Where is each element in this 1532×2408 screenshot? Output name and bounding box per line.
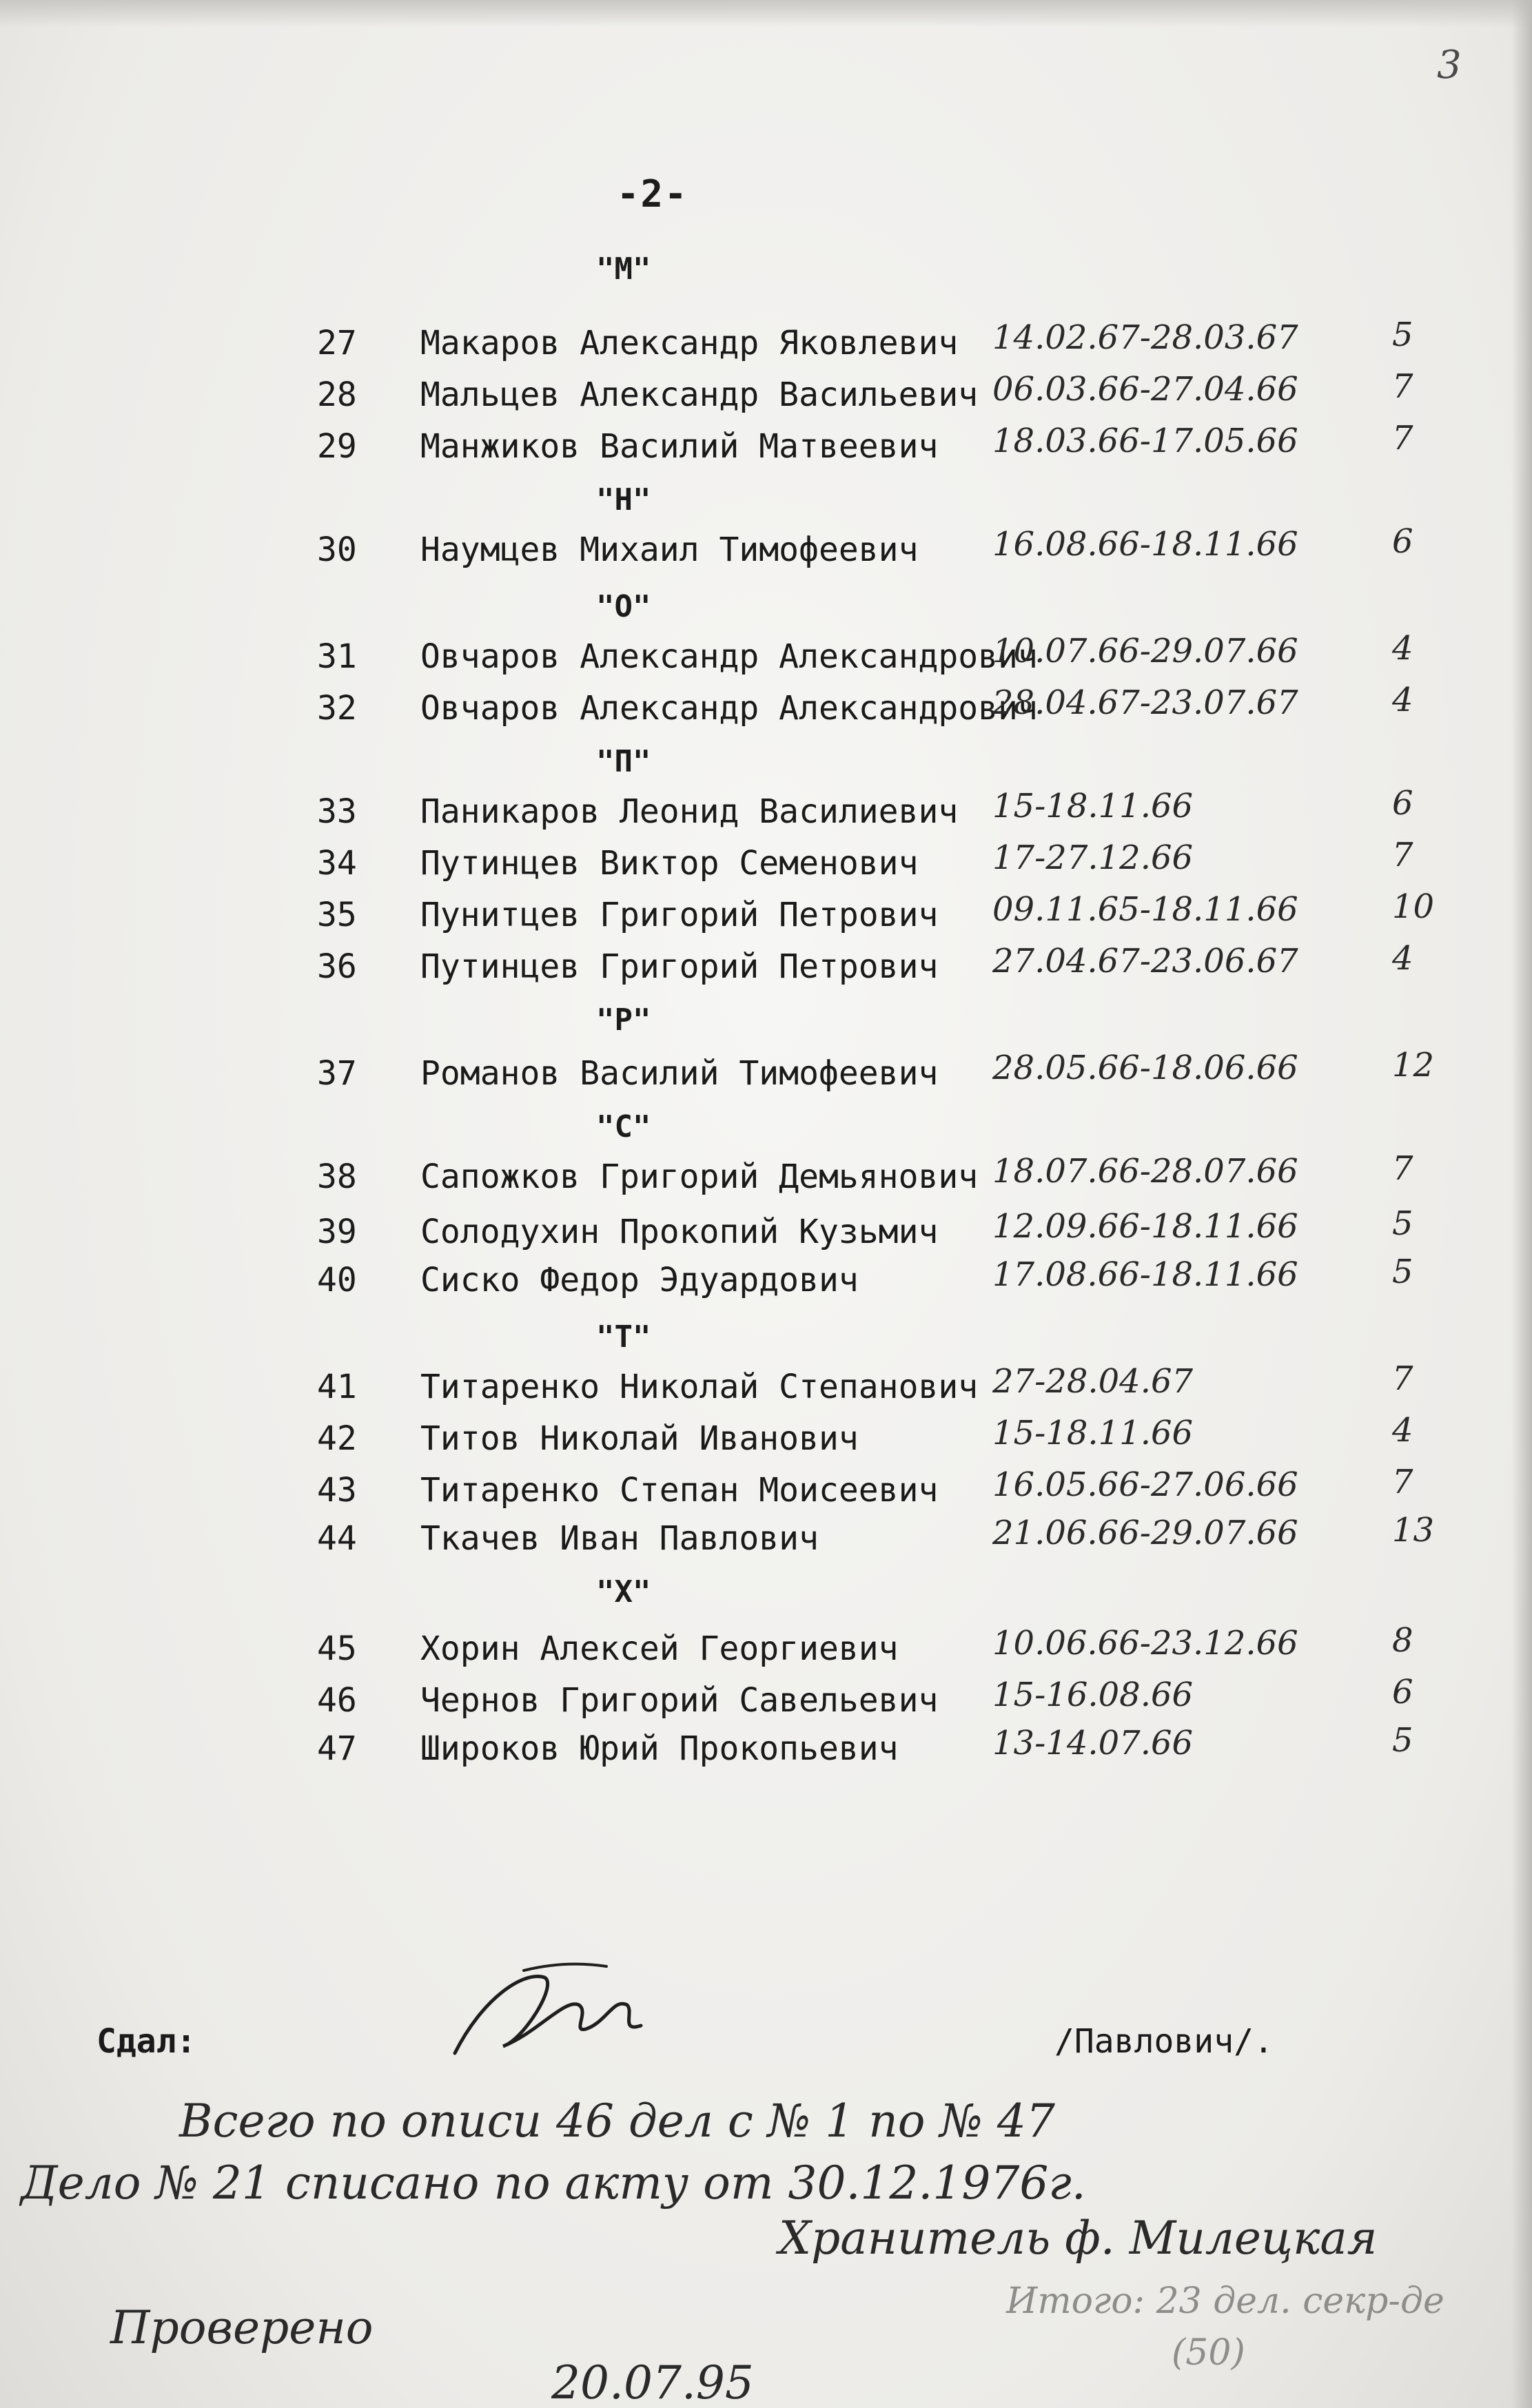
entry-dates: 18.03.66-17.05.66 — [992, 422, 1298, 460]
entry-sheet-count: 7 — [1392, 419, 1413, 457]
entry-sheet-count: 6 — [1392, 522, 1413, 561]
entry-dates: 13-14.07.66 — [992, 1724, 1194, 1762]
entry-sheet-count: 12 — [1392, 1046, 1435, 1084]
entry-sheet-count: 4 — [1392, 1411, 1413, 1450]
entry-dates: 10.06.66-23.12.66 — [992, 1624, 1298, 1663]
entry-name: Паникаров Леонид Василиевич — [420, 792, 959, 831]
entry-dates: 10.07.66-29.07.66 — [992, 632, 1298, 670]
entry-name: Титаренко Степан Моисеевич — [420, 1471, 939, 1510]
section-letter: "О" — [596, 589, 651, 624]
entry-name: Путинцев Виктор Семенович — [420, 844, 919, 883]
entry-sheet-count: 10 — [1392, 887, 1435, 926]
entry-dates: 15-18.11.66 — [992, 787, 1194, 825]
entry-sheet-count: 13 — [1392, 1511, 1435, 1550]
entry-name: Пунитцев Григорий Петрович — [420, 896, 939, 934]
entry-name: Овчаров Александр Александрович — [420, 637, 1038, 676]
checked-note: Проверено — [110, 2301, 374, 2354]
entry-name: Манжиков Василий Матвеевич — [420, 427, 939, 466]
entry-sheet-count: 5 — [1392, 1253, 1413, 1291]
summary-note: Итого: 23 дел. секр-де — [1006, 2281, 1444, 2322]
entry-sheet-count: 7 — [1392, 1359, 1413, 1398]
entry-dates: 09.11.65-18.11.66 — [992, 890, 1298, 929]
entry-name: Путинцев Григорий Петрович — [420, 947, 939, 986]
section-letter: "М" — [596, 251, 651, 287]
entry-number: 42 — [317, 1419, 357, 1458]
entry-number: 38 — [317, 1157, 357, 1196]
page-number: -2- — [617, 172, 688, 216]
entry-name: Мальцев Александр Васильевич — [420, 375, 979, 414]
entry-number: 47 — [317, 1729, 357, 1768]
entry-sheet-count: 5 — [1392, 1204, 1413, 1243]
summary-sub: (50) — [1172, 2332, 1245, 2374]
entry-number: 39 — [317, 1213, 357, 1251]
handed-signature — [441, 1957, 662, 2067]
entry-dates: 14.02.67-28.03.67 — [992, 318, 1298, 357]
entry-number: 28 — [317, 375, 357, 414]
entry-sheet-count: 7 — [1392, 836, 1413, 874]
entry-dates: 27-28.04.67 — [992, 1362, 1194, 1401]
entry-number: 41 — [317, 1368, 357, 1406]
entry-dates: 28.04.67-23.07.67 — [992, 683, 1298, 722]
entry-sheet-count: 7 — [1392, 367, 1413, 406]
entry-dates: 21.06.66-29.07.66 — [992, 1514, 1298, 1552]
entry-number: 33 — [317, 792, 357, 831]
entry-name: Сиско Федор Эдуардович — [420, 1261, 859, 1299]
entry-name: Титаренко Николай Степанович — [420, 1368, 979, 1406]
entry-number: 34 — [317, 844, 357, 883]
entry-number: 35 — [317, 896, 357, 934]
section-letter: "Т" — [596, 1319, 651, 1355]
entry-sheet-count: 6 — [1392, 1673, 1413, 1711]
entry-sheet-count: 7 — [1392, 1149, 1413, 1188]
entry-dates: 15-16.08.66 — [992, 1676, 1194, 1714]
entry-name: Романов Василий Тимофеевич — [420, 1054, 939, 1093]
section-letter: "П" — [596, 744, 651, 779]
keeper-note: Хранитель ф. Милецкая — [779, 2212, 1378, 2265]
section-letter: "С" — [596, 1109, 651, 1144]
entry-name: Макаров Александр Яковлевич — [420, 324, 959, 362]
handed-name: /Павлович/. — [1054, 2022, 1274, 2061]
entry-name: Овчаров Александр Александрович — [420, 689, 1038, 728]
entry-number: 27 — [317, 324, 357, 362]
entry-dates: 17.08.66-18.11.66 — [992, 1255, 1298, 1294]
removed-note: Дело № 21 списано по акту от 30.12.1976г. — [21, 2157, 1086, 2210]
entry-number: 45 — [317, 1629, 357, 1668]
entry-dates: 15-18.11.66 — [992, 1414, 1194, 1452]
entry-name: Солодухин Прокопий Кузьмич — [420, 1213, 939, 1251]
entry-number: 37 — [317, 1054, 357, 1093]
entry-dates: 28.05.66-18.06.66 — [992, 1049, 1298, 1087]
entry-number: 32 — [317, 689, 357, 728]
entry-number: 44 — [317, 1519, 357, 1558]
entry-dates: 06.03.66-27.04.66 — [992, 370, 1298, 409]
section-letter: "Н" — [596, 482, 651, 517]
entry-name: Широков Юрий Прокопьевич — [420, 1729, 899, 1768]
entry-sheet-count: 4 — [1392, 629, 1413, 668]
entry-number: 30 — [317, 531, 357, 569]
entry-sheet-count: 4 — [1392, 681, 1413, 719]
entry-number: 36 — [317, 947, 357, 986]
entry-number: 46 — [317, 1681, 357, 1720]
entry-number: 29 — [317, 427, 357, 466]
entry-dates: 12.09.66-18.11.66 — [992, 1207, 1298, 1246]
entry-number: 31 — [317, 637, 357, 676]
entry-dates: 27.04.67-23.06.67 — [992, 942, 1298, 980]
entry-sheet-count: 7 — [1392, 1463, 1413, 1501]
entry-sheet-count: 6 — [1392, 784, 1413, 823]
entry-dates: 18.07.66-28.07.66 — [992, 1152, 1298, 1191]
entry-name: Ткачев Иван Павлович — [420, 1519, 819, 1558]
section-letter: "Р" — [596, 1002, 651, 1038]
section-letter: "Х" — [596, 1574, 651, 1609]
sheet-number: 3 — [1437, 43, 1462, 88]
entry-sheet-count: 5 — [1392, 316, 1413, 354]
entry-sheet-count: 4 — [1392, 939, 1413, 978]
entry-name: Сапожков Григорий Демьянович — [420, 1157, 979, 1196]
entry-sheet-count: 8 — [1392, 1621, 1413, 1660]
entry-name: Титов Николай Иванович — [420, 1419, 859, 1458]
entry-number: 43 — [317, 1471, 357, 1510]
entry-dates: 17-27.12.66 — [992, 838, 1194, 877]
entry-dates: 16.05.66-27.06.66 — [992, 1465, 1298, 1504]
entry-name: Чернов Григорий Савельевич — [420, 1681, 939, 1720]
scan-right-shadow — [1511, 0, 1532, 2408]
total-note: Всего по описи 46 дел с № 1 по № 47 — [179, 2095, 1055, 2148]
handed-label: Сдал: — [96, 2022, 196, 2061]
entry-dates: 16.08.66-18.11.66 — [992, 525, 1298, 564]
checked-date: 20.07.95 — [551, 2356, 754, 2408]
entry-sheet-count: 5 — [1392, 1721, 1413, 1760]
entry-name: Хорин Алексей Георгиевич — [420, 1629, 899, 1668]
scan-top-shadow — [0, 0, 1532, 28]
entry-name: Наумцев Михаил Тимофеевич — [420, 531, 919, 569]
entry-number: 40 — [317, 1261, 357, 1299]
